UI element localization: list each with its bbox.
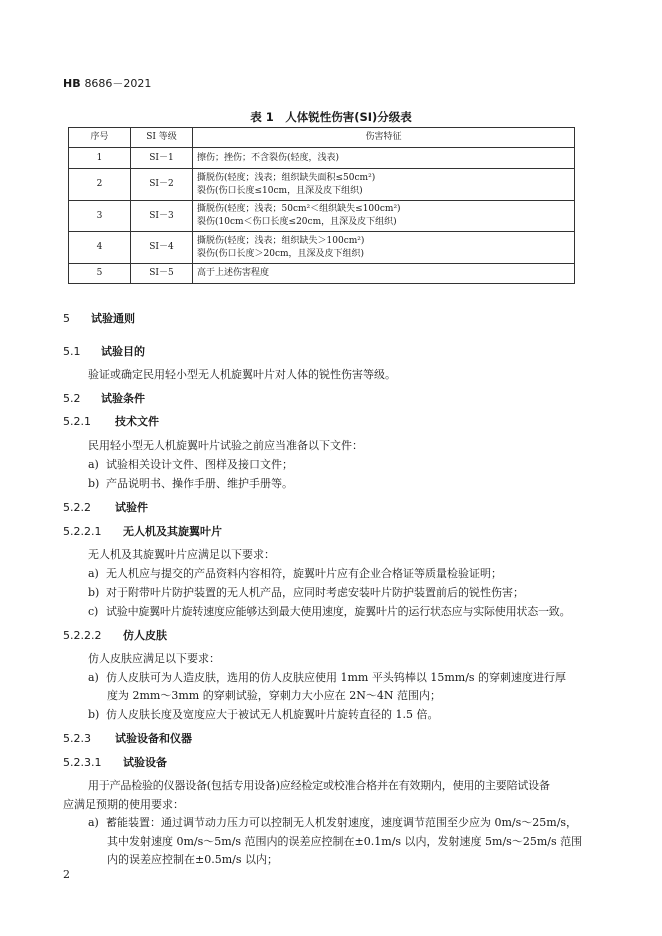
standard-code: 8686－2021	[84, 77, 152, 90]
table-row	[69, 201, 575, 232]
standard-prefix: HB	[63, 77, 81, 90]
list-marker: a)	[88, 458, 99, 471]
section-title: 技术文件	[115, 415, 159, 428]
paragraph: 用于产品检验的仪器设备(包括专用设备)应经检定或校准合格并在有效期内，使用的主要陪试设备	[88, 779, 550, 792]
list-text: 仿人皮肤长度及宽度应大于被试无人机旋翼叶片旋转直径的 1.5 倍。	[106, 708, 439, 721]
list-text: 无人机应与提交的产品资料内容相符，旋翼叶片应有企业合格证等质量检验证明；	[106, 567, 502, 580]
list-text: 仿人皮肤可为人造皮肤，选用的仿人皮肤应使用 1mm 平头钨棒以 15mm/s 的穿刺速度进行厚	[106, 671, 567, 684]
section-title: 试验目的	[101, 345, 145, 358]
section-title: 试验设备和仪器	[115, 732, 192, 745]
table-header-row	[69, 128, 575, 148]
table-row	[69, 264, 575, 284]
section-number: 5.2	[63, 392, 81, 405]
section-number: 5.2.1	[63, 415, 91, 428]
feature-line: 擦伤；挫伤；不含裂伤(轻度，浅表)	[197, 152, 340, 163]
feature-line: 撕脱伤(轻度；浅表；组织缺失＞100cm²)	[197, 235, 365, 246]
section-heading-5-1	[63, 344, 145, 359]
row-level: SI－1	[131, 148, 193, 169]
paragraph: 民用轻小型无人机旋翼叶片试验之前应当准备以下文件：	[88, 439, 363, 452]
row-feature	[193, 169, 575, 201]
section-title: 仿人皮肤	[123, 629, 167, 642]
section-heading-5-2-2	[63, 500, 148, 515]
row-feature	[193, 201, 575, 232]
list-item	[88, 476, 293, 491]
list-text: 产品说明书、操作手册、维护手册等。	[106, 477, 293, 490]
section-number: 5.2.2	[63, 501, 91, 514]
list-item	[88, 585, 524, 600]
section-heading-5	[63, 311, 135, 326]
list-text: 试验中旋翼叶片旋转速度应能够达到最大使用速度，旋翼叶片的运行状态应与实际使用状态一致。	[106, 605, 571, 618]
paragraph: 验证或确定民用轻小型无人机旋翼叶片对人体的锐性伤害等级。	[88, 368, 396, 381]
si-grading-table	[68, 127, 575, 284]
row-level: SI－2	[131, 169, 193, 201]
section-title: 试验通则	[91, 312, 135, 325]
list-item	[88, 707, 439, 722]
section-heading-5-2-2-1	[63, 524, 222, 539]
row-number: 4	[69, 232, 131, 264]
section-heading-5-2-3-1	[63, 755, 167, 770]
row-number: 2	[69, 169, 131, 201]
table-row	[69, 232, 575, 264]
list-marker: a)	[88, 567, 99, 580]
section-title: 试验条件	[101, 392, 145, 405]
row-number: 5	[69, 264, 131, 284]
column-header-feature: 伤害特征	[193, 128, 575, 148]
section-heading-5-2-2-2	[63, 628, 167, 643]
list-text: 蓄能装置：通过调节动力压力可以控制无人机发射速度，速度调节范围至少应为 0m/s～25m/s，	[106, 816, 578, 829]
feature-line: 裂伤(伤口长度＞20cm，且深及皮下组织)	[197, 248, 365, 259]
section-number: 5.2.3	[63, 732, 91, 745]
section-number: 5.2.2.1	[63, 525, 102, 538]
table-caption: 表 1 人体锐性伤害(SI)分级表	[250, 110, 412, 124]
row-feature	[193, 264, 575, 284]
list-marker: c)	[88, 605, 99, 618]
paragraph: 无人机及其旋翼叶片应满足以下要求：	[88, 548, 275, 561]
row-number: 1	[69, 148, 131, 169]
section-number: 5.1	[63, 345, 81, 358]
feature-line: 撕脱伤(轻度；浅表；50cm²＜组织缺失≤100cm²)	[197, 204, 401, 214]
list-text: 对于附带叶片防护装置的无人机产品，应同时考虑安装叶片防护装置前后的锐性伤害；	[106, 586, 524, 599]
row-feature	[193, 232, 575, 264]
row-level: SI－4	[131, 232, 193, 264]
list-item	[88, 604, 570, 619]
feature-line: 裂伤(伤口长度≤10cm，且深及皮下组织)	[197, 185, 363, 196]
section-heading-5-2-3	[63, 731, 192, 746]
paragraph: 仿人皮肤应满足以下要求：	[88, 652, 220, 665]
section-title: 无人机及其旋翼叶片	[123, 525, 222, 538]
section-number: 5.2.2.2	[63, 629, 102, 642]
list-item-continuation: 内的误差应控制在±0.5m/s 以内；	[107, 853, 278, 866]
list-marker: a)	[88, 671, 99, 684]
list-item	[88, 457, 293, 472]
row-level: SI－5	[131, 264, 193, 284]
table-row	[69, 148, 575, 169]
feature-line: 裂伤(10cm＜伤口长度≤20cm，且深及皮下组织)	[197, 217, 397, 227]
document-header	[63, 75, 151, 91]
feature-line: 高于上述伤害程度	[197, 268, 270, 278]
section-title: 试验件	[115, 501, 148, 514]
row-level: SI－3	[131, 201, 193, 232]
list-item	[88, 815, 577, 830]
column-header-no: 序号	[69, 128, 131, 148]
page-number: 2	[63, 868, 70, 881]
feature-line: 撕脱伤(轻度；浅表；组织缺失面积≤50cm²)	[197, 172, 376, 183]
row-number: 3	[69, 201, 131, 232]
list-item	[88, 566, 502, 581]
list-item-continuation: 其中发射速度 0m/s～5m/s 范围内的误差应控制在±0.1m/s 以内，发射速度 5m/s～25m/s 范围	[107, 835, 583, 848]
list-marker: b)	[88, 586, 100, 599]
row-feature	[193, 148, 575, 169]
section-number: 5.2.3.1	[63, 756, 102, 769]
column-header-level: SI 等级	[131, 128, 193, 148]
list-item-continuation: 度为 2mm～3mm 的穿刺试验，穿刺力大小应在 2N～4N 范围内；	[107, 689, 441, 702]
section-number: 5	[63, 312, 70, 325]
section-title: 试验设备	[123, 756, 167, 769]
list-marker: b)	[88, 477, 100, 490]
section-heading-5-2-1	[63, 414, 159, 429]
table-row	[69, 169, 575, 201]
list-marker: b)	[88, 708, 100, 721]
section-heading-5-2	[63, 391, 145, 406]
list-marker: a)	[88, 816, 99, 829]
list-item	[88, 670, 566, 685]
list-text: 试验相关设计文件、图样及接口文件；	[106, 458, 293, 471]
paragraph-continuation: 应满足预期的使用要求：	[63, 798, 184, 811]
